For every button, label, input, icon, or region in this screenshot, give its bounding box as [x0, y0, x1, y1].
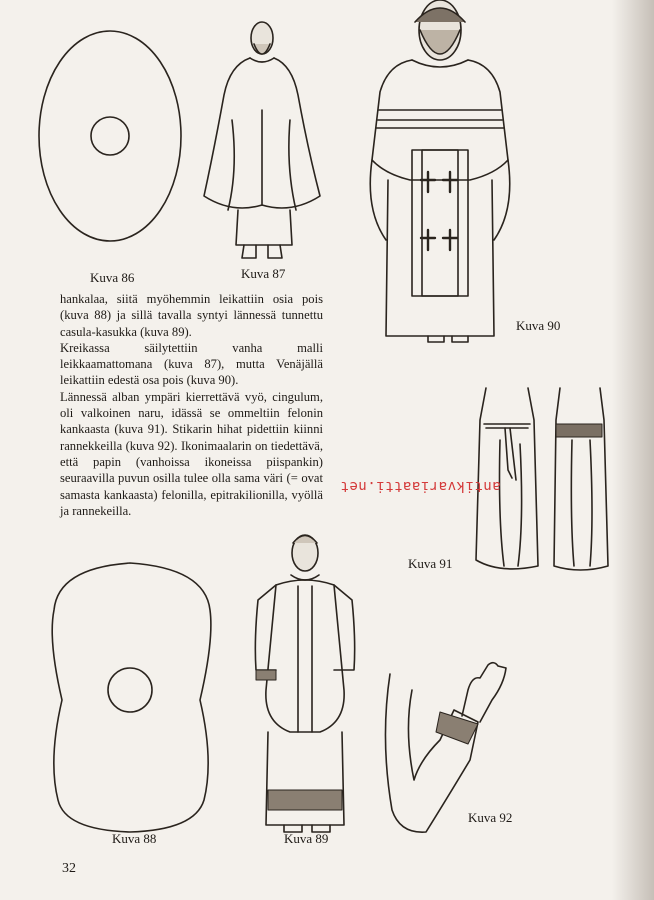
caption-kuva-92: Kuva 92 [468, 810, 513, 825]
caption-kuva-91: Kuva 91 [408, 556, 453, 571]
figure-86-oval-pattern [39, 31, 181, 241]
figure-89-chasuble [255, 535, 354, 832]
page-number: 32 [62, 861, 76, 876]
caption-kuva-87: Kuva 87 [241, 266, 286, 281]
body-paragraph: Lännessä alban ympäri kierrettävä vyö, cingulum, oli valkoinen naru, idässä se ommeltiin felonin kankaasta (kuva 91). Stikarin hihat pidettiin kiinni rannekkeilla (kuva 92). Ikonimaalarin on tiedettävä, että papin (vanhoissa ikoneissa piispankin) seuraavilla puvun osilla tulee olla sama väri (= ovat samasta kankaasta) felonilla, epitrakilionilla, vyöllä ja rannekeilla. [60, 389, 323, 518]
body-text [60, 291, 323, 519]
figure-92-arm-with-cuff [385, 663, 506, 832]
caption-kuva-90: Kuva 90 [516, 318, 561, 333]
caption-kuva-89: Kuva 89 [284, 831, 329, 846]
watermark: antikvariaatti.net [340, 478, 501, 494]
body-paragraph: hankalaa, siitä myöhemmin leikattiin osia pois (kuva 88) ja sillä tavalla syntyi lännessä tunnettu casula-kasukka (kuva 89). [60, 292, 323, 339]
caption-kuva-86: Kuva 86 [90, 270, 135, 285]
figure-90-russian-phelonion [370, 0, 510, 342]
figure-88-cut-pattern [52, 563, 211, 832]
body-paragraph: Kreikassa säilytettiin vanha malli leikkaamattomana (kuva 87), mutta Venäjällä leikattiin edestä osa pois (kuva 90). [60, 340, 323, 388]
figure-87-robed-priest [204, 22, 320, 258]
caption-kuva-88: Kuva 88 [112, 831, 157, 846]
